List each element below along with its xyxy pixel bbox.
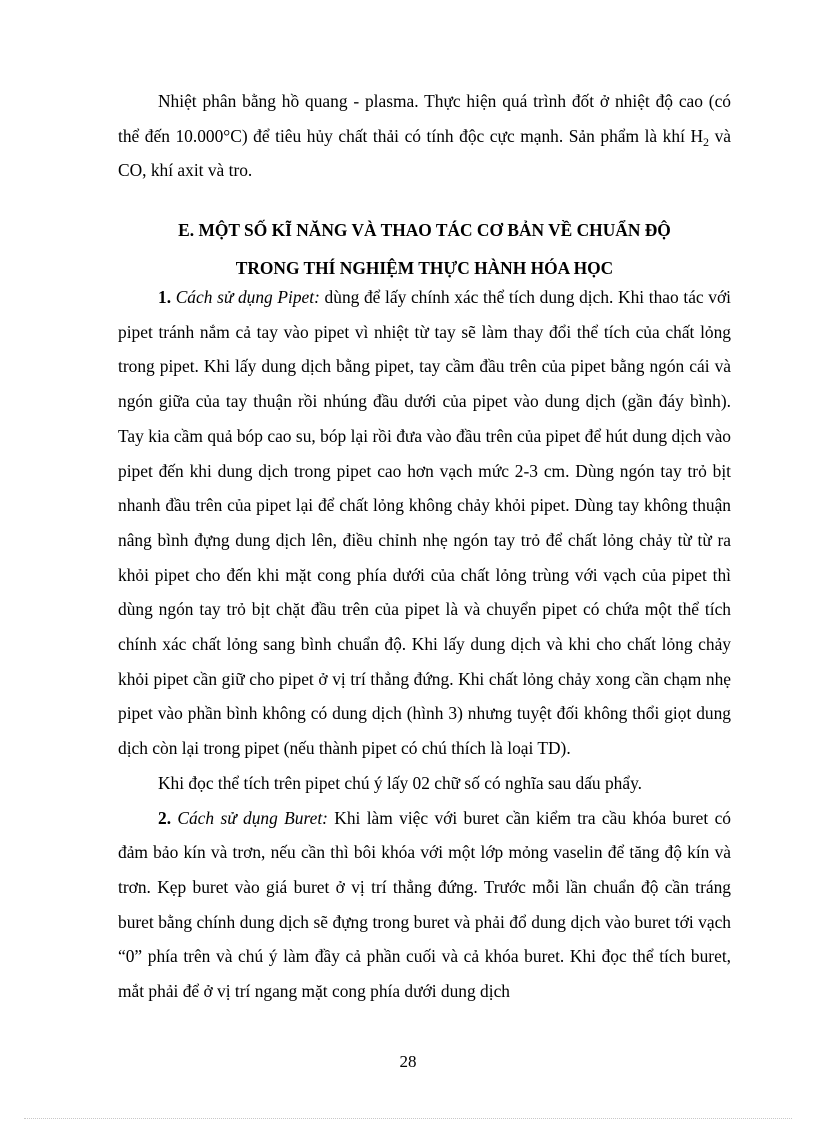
section-heading-line2: TRONG THÍ NGHIỆM THỰC HÀNH HÓA HỌC [235,258,614,278]
section-heading [118,211,731,287]
item-text: dùng để lấy chính xác thể tích dung dịch. Khi thao tác với pipet tránh nắm cả tay vào pipet vì nhiệt từ tay sẽ làm thay đổi thể tích của chất lỏng trong pipet. Khi lấy dung dịch bằng pipet, tay cầm đầu trên của pipet bằng ngón cái và ngón giữa của tay thuận rồi nhúng đầu dưới của pipet vào dung dịch (gần đáy bình). Tay kia cầm quả bóp cao su, bóp lại rồi đưa vào đầu trên của pipet để hút dung dịch vào pipet đến khi dung dịch trong pipet cao hơn vạch mức 2-3 cm. Dùng ngón tay trỏ bịt nhanh đầu trên của pipet lại để chất lỏng không chảy khỏi pipet. Dùng tay không thuận nâng bình đựng dung dịch lên, điều chỉnh nhẹ ngón tay trỏ để chất lỏng chảy từ từ ra khỏi pipet cho đến khi mặt cong phía dưới của chất lỏng trùng với vạch của pipet thì dùng ngón tay trỏ bịt chặt đầu trên của pipet là và chuyển pipet có chứa một thể tích chính xác chất lỏng sang bình chuẩn độ. Khi lấy dung dịch và khi cho chất lỏng chảy khỏi pipet cần giữ cho pipet ở vị trí thẳng đứng. Khi chất lỏng chảy xong cần chạm nhẹ pipet vào phần bình không có dung dịch (hình 3) nhưng tuyệt đối không thổi giọt dung dịch còn lại trong pipet (nếu thành pipet có chú thích là loại TD). [118,287,732,759]
section-heading-line1: E. MỘT SỐ KĨ NĂNG VÀ THAO TÁC CƠ BẢN VỀ CHUẨN ĐỘ [178,220,671,240]
buret-paragraph [118,801,731,1009]
page-number: 28 [399,1052,417,1071]
intro-paragraph [118,84,731,188]
intro-subscript: 2 [703,134,710,149]
intro-text [118,84,731,188]
item-term: Cách sử dụng Pipet: [175,287,320,307]
footer-divider [24,1118,792,1119]
section-body [118,280,731,1009]
pipet-note: Khi đọc thể tích trên pipet chú ý lấy 02 chữ số có nghĩa sau dấu phẩy. [158,772,642,793]
pipet-paragraph [118,280,731,766]
item-number: 2. [158,807,178,828]
intro-text-before: Nhiệt phân bằng hồ quang - plasma. Thực hiện quá trình đốt ở nhiệt độ cao (có thể đến 10.000°C) để tiêu hủy chất thải có tính độc cực mạnh. Sản phẩm là khí H [118,91,731,146]
item-number: 1. [158,287,176,307]
item-term: Cách sử dụng Buret: [177,807,328,828]
intro-text-after: và CO, khí axit và tro. [118,125,731,181]
item-text: Khi làm việc với buret cần kiểm tra cầu khóa buret có đảm bảo kín và trơn, nếu cần thì bôi khóa với một lớp mỏng vaselin để tăng độ kín và trơn. Kẹp buret vào giá buret ở vị trí thẳng đứng. Trước mỗi lần chuẩn độ cần tráng buret bằng chính dung dịch sẽ đựng trong buret và phải đổ dung dịch vào buret tới vạch “0” phía trên và chú ý làm đầy cả phần cuối và cả khóa buret. Khi đọc thể tích buret, mắt phải để ở vị trí ngang mặt cong phía dưới dung dịch [118,807,731,1002]
